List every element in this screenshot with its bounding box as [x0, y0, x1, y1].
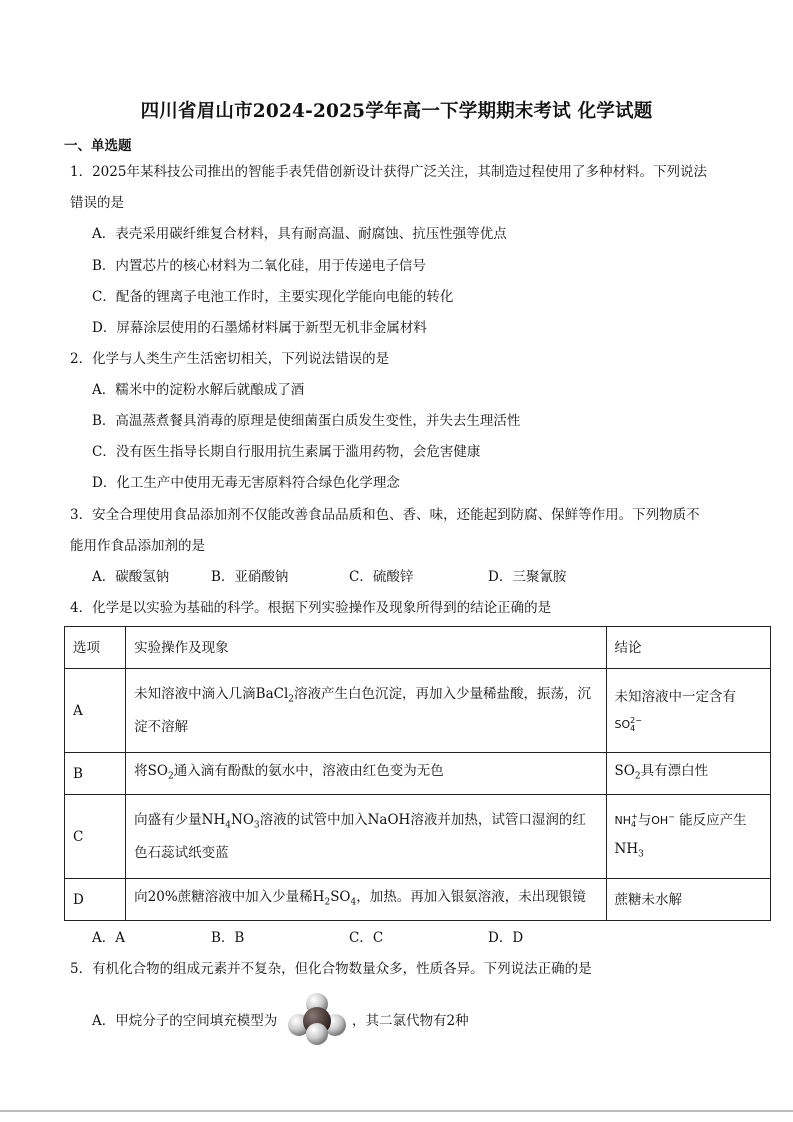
q3-stem-line1: 3．安全合理使用食品添加剂不仅能改善食品品质和色、香、味，还能起到防腐、保鲜等作用。下列物质不	[70, 507, 700, 523]
table-row	[65, 753, 771, 795]
row-c-op-line2: 色石蕊试纸变蓝	[134, 845, 229, 862]
q3-option-a: A．碳酸氢钠	[92, 569, 170, 585]
q2-option-c: C．没有医生指导长期自行服用抗生素属于滥用药物，会危害健康	[92, 444, 481, 460]
row-a-conclusion	[606, 669, 770, 753]
q1-option-a: A．表壳采用碳纤维复合材料，具有耐高温、耐腐蚀、抗压性强等优点	[92, 226, 507, 242]
q5-option-a-pre: A．甲烷分子的空间填充模型为	[92, 1013, 278, 1029]
q2-stem: 2．化学与人类生产生活密切相关，下列说法错误的是	[70, 351, 390, 367]
row-d-conclusion: 蔗糖未水解	[606, 879, 770, 921]
hydroxide-ion: OH−	[651, 812, 675, 828]
row-a-concl-line1: 未知溶液中一定含有	[614, 688, 737, 705]
sulfate-ion: SO 2− 4	[614, 715, 642, 733]
row-d-operation: 向20%蔗糖溶液中加入少量稀$H_2SO_4$，加热。再加入银氨溶液，未出现银镜	[126, 879, 606, 921]
q4-stem: 4．化学是以实验为基础的科学。根据下列实验操作及现象所得到的结论正确的是	[70, 600, 552, 616]
table-row	[65, 879, 771, 921]
row-c-op-line1: 向盛有少量$NH_4NO_3$溶液的试管中加入NaOH溶液并加热，试管口湿润的红	[134, 811, 586, 831]
q3-stem-line2: 能用作食品添加剂的是	[70, 538, 205, 554]
q3-option-c: C．硫酸锌	[349, 569, 414, 585]
row-b-conclusion: $SO_2$具有漂白性	[606, 753, 770, 795]
q3-option-d: D．三聚氰胺	[488, 569, 567, 585]
q5-stem: 5．有机化合物的组成元素并不复杂，但化合物数量众多，性质各异。下列说法正确的是	[70, 961, 592, 977]
q5-option-a-post: ，其二氯代物有2种	[352, 1013, 469, 1029]
table-header-operation: 实验操作及现象	[126, 627, 606, 669]
q4-option-c: C．C	[349, 930, 384, 946]
row-c-conclusion	[606, 795, 770, 879]
row-a-op-line1: 未知溶液中滴入几滴BaCl$_2$溶液产生白色沉淀，再加入少量稀盐酸，振荡，沉	[134, 685, 592, 705]
row-a-op-line2: 淀不溶解	[134, 719, 189, 736]
table-header-conclusion: 结论	[606, 627, 770, 669]
table-header-row	[65, 627, 771, 669]
row-a-option: A	[65, 669, 126, 753]
q1-stem-line2: 错误的是	[70, 195, 124, 211]
row-c-concl-line1: NH + 4 与OH− 能反应产生	[614, 812, 747, 830]
q4-option-d: D．D	[488, 930, 524, 946]
page-bottom-rule	[0, 1110, 793, 1112]
q4-option-a: A．A	[92, 930, 125, 946]
q2-option-b: B．高温蒸煮餐具消毒的原理是使细菌蛋白质发生变性，并失去生理活性	[92, 413, 521, 429]
row-b-operation: 将$SO_2$通入滴有酚酞的氨水中，溶液由红色变为无色	[126, 753, 606, 795]
row-c-concl-line2: $NH_3$	[614, 841, 644, 861]
table-row	[65, 669, 771, 753]
row-c-operation	[126, 795, 606, 879]
table-row	[65, 795, 771, 879]
row-b-option: B	[65, 753, 126, 795]
q1-option-c: C．配备的锂离子电池工作时，主要实现化学能向电能的转化	[92, 289, 454, 305]
q1-stem-line1: 1．2025年某科技公司推出的智能手表凭借创新设计获得广泛关注，其制造过程使用了多种材料。下列说法	[70, 164, 707, 180]
methane-space-filling-model-icon	[286, 992, 348, 1046]
q3-option-b: B．亚硝酸钠	[211, 569, 289, 585]
row-c-option: C	[65, 795, 126, 879]
row-d-option: D	[65, 879, 126, 921]
q4-option-b: B．B	[211, 930, 245, 946]
ammonium-ion: NH + 4	[614, 812, 638, 830]
q1-option-d: D．屏幕涂层使用的石墨烯材料属于新型无机非金属材料	[92, 320, 427, 336]
page-title: 四川省眉山市2024-2025学年高一下学期期末考试 化学试题	[140, 101, 653, 122]
hydrogen-atom-front	[306, 1023, 328, 1045]
q2-option-d: D．化工生产中使用无毒无害原料符合绿色化学理念	[92, 475, 400, 491]
table-header-option: 选项	[65, 627, 126, 669]
q2-option-a: A．糯米中的淀粉水解后就酿成了酒	[92, 382, 305, 398]
row-a-operation	[126, 669, 606, 753]
section-heading: 一、单选题	[64, 138, 132, 154]
q1-option-b: B．内置芯片的核心材料为二氧化硅，用于传递电子信号	[92, 258, 426, 274]
experiment-table	[64, 626, 771, 921]
